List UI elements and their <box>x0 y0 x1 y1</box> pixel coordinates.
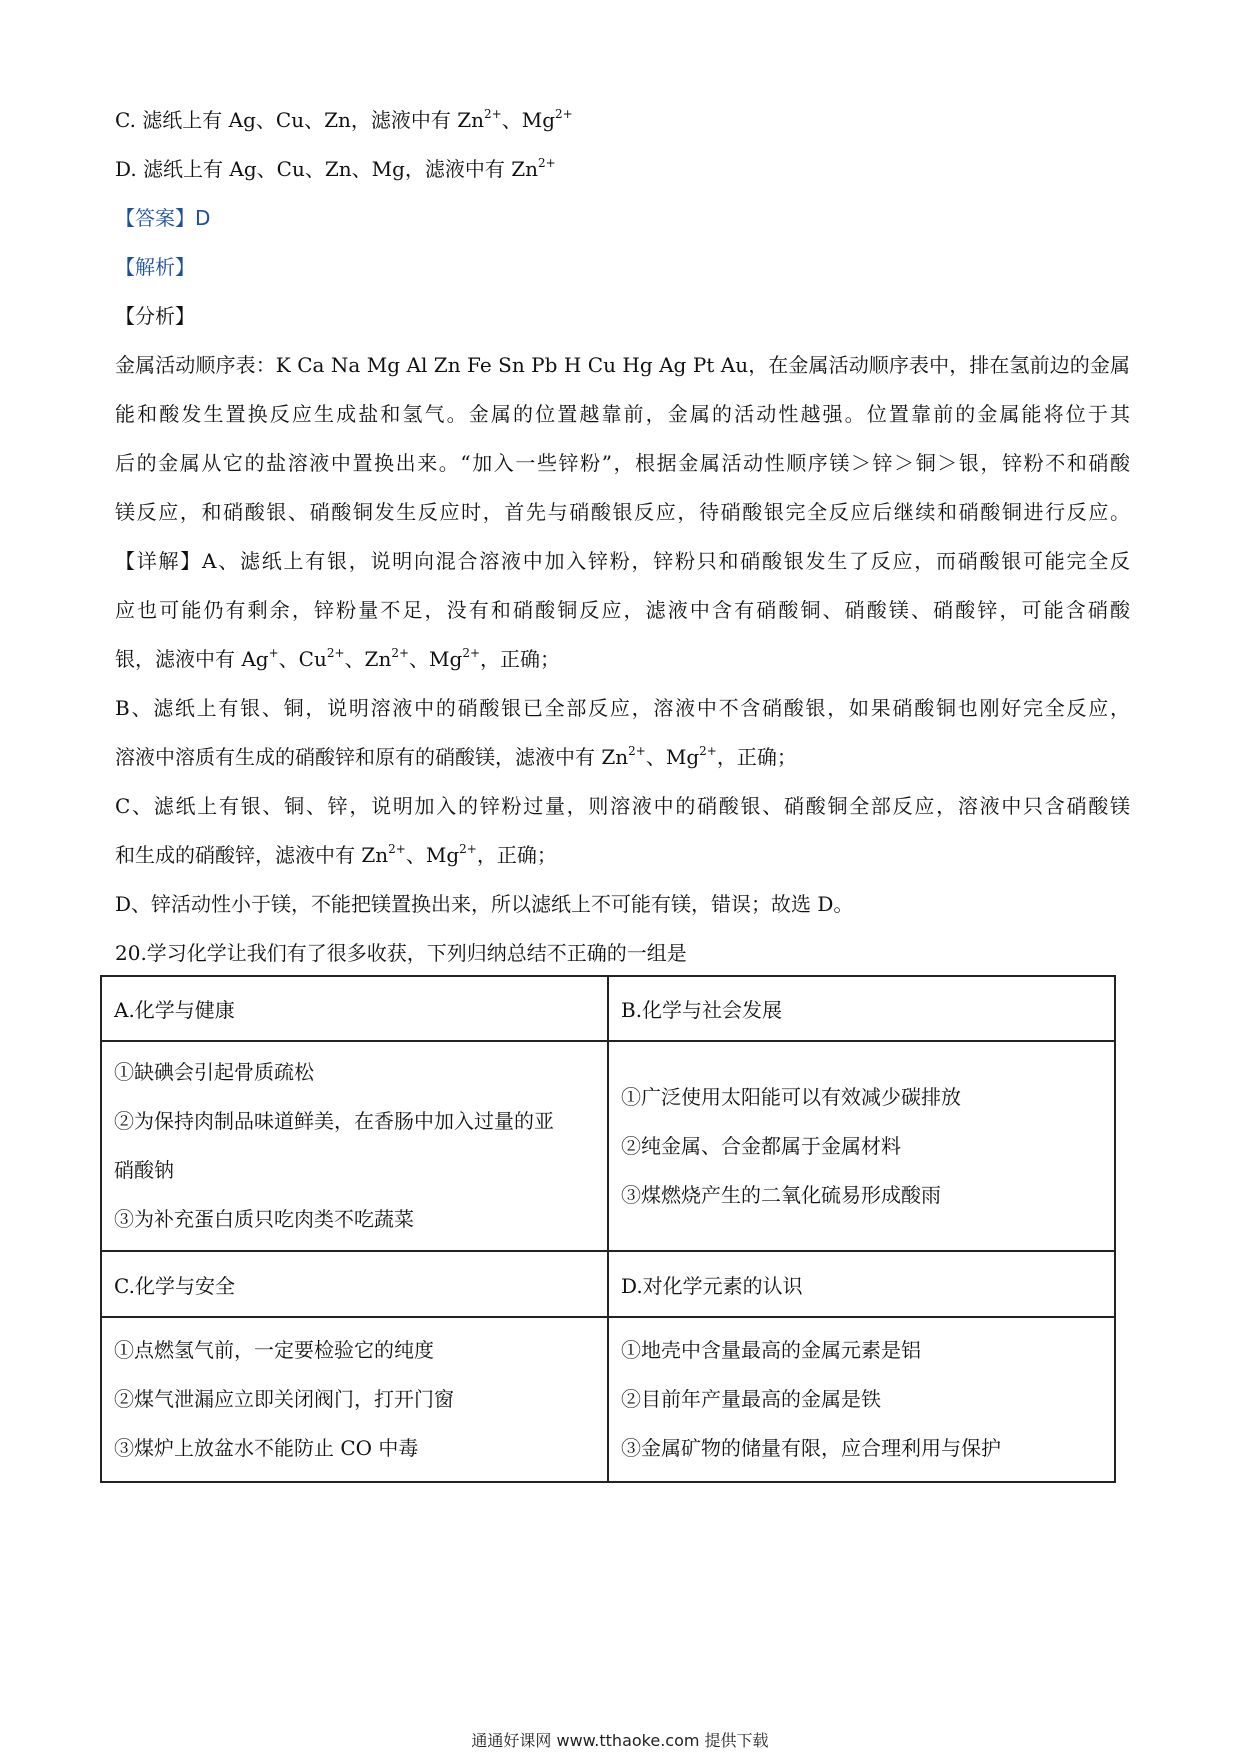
fenxi-line-1: 金属活动顺序表：K Ca Na Mg Al Zn Fe Sn Pb H Cu Hg Ag Pt Au，在金属活动顺序表中，排在氢前边的金属 <box>115 353 1130 377</box>
option-d: D. 滤纸上有 Ag、Cu、Zn、Mg，滤液中有 $Zn^{2+}$ <box>115 156 556 181</box>
detail-line-4: B、滤纸上有银、铜，说明溶液中的硝酸银已全部反应，溶液中不含硝酸银，如果硝酸铜也刚好完全反应， <box>115 696 1130 720</box>
cell-d-title: D.对化学元素的认识 <box>608 1251 1115 1316</box>
cell-b-item: ③煤燃烧产生的二氧化硫易形成酸雨 <box>621 1182 941 1207</box>
cell-d-item: ①地壳中含量最高的金属元素是铝 <box>621 1337 921 1362</box>
detail-line-7: 和生成的硝酸锌，滤液中有 $Zn^{2+}$、$Mg^{2+}$，正确； <box>115 842 557 867</box>
cell-c-title: C.化学与安全 <box>101 1251 608 1316</box>
answer-label: 【答案】 <box>115 206 195 230</box>
cell-c-body <box>101 1317 608 1482</box>
cell-d-body <box>608 1317 1115 1482</box>
detail-line-1: 【详解】A、滤纸上有银，说明向混合溶液中加入锌粉，锌粉只和硝酸银发生了反应，而硝酸银可能完全反 <box>115 549 1130 573</box>
fenxi-label: 【分析】 <box>115 304 195 328</box>
fenxi-line-4: 镁反应，和硝酸银、硝酸铜发生反应时，首先与硝酸银反应，待硝酸银完全反应后继续和硝酸铜进行反应。 <box>115 500 1130 524</box>
question-20-stem: 20.学习化学让我们有了很多收获，下列归纳总结不正确的一组是 <box>115 941 687 965</box>
cell-a-title: A.化学与健康 <box>101 976 608 1041</box>
option-c: C. 滤纸上有 Ag、Cu、Zn，滤液中有 $Zn^{2+}$、$Mg^{2+}$ <box>115 107 573 132</box>
cell-c-item: ②煤气泄漏应立即关闭阀门，打开门窗 <box>114 1386 454 1411</box>
cell-d-item: ③金属矿物的储量有限，应合理利用与保护 <box>621 1435 1001 1460</box>
detail-line-5: 溶液中溶质有生成的硝酸锌和原有的硝酸镁，滤液中有 $Zn^{2+}$、$Mg^{2+}$，正确； <box>115 744 797 769</box>
cell-a-item: ③为补充蛋白质只吃肉类不吃蔬菜 <box>114 1207 414 1232</box>
cell-c-item: ③煤炉上放盆水不能防止 CO 中毒 <box>114 1435 419 1460</box>
cell-b-body <box>608 1041 1115 1251</box>
analysis-label: 【解析】 <box>115 255 195 279</box>
fenxi-line-3: 后的金属从它的盐溶液中置换出来。“加入一些锌粉”，根据金属活动性顺序镁＞锌＞铜＞银，锌粉不和硝酸 <box>115 451 1130 475</box>
question-20-table <box>100 975 1116 1483</box>
cell-a-body <box>101 1041 608 1251</box>
cell-c-item: ①点燃氢气前，一定要检验它的纯度 <box>114 1337 434 1362</box>
cell-d-item: ②目前年产量最高的金属是铁 <box>621 1386 881 1411</box>
detail-line-6: C、滤纸上有银、铜、锌，说明加入的锌粉过量，则溶液中的硝酸银、硝酸铜全部反应，溶液中只含硝酸镁 <box>115 794 1130 818</box>
cell-b-item: ②纯金属、合金都属于金属材料 <box>621 1133 901 1158</box>
detail-line-3: 银，滤液中有 Ag+、$Cu^{2+}$、$Zn^{2+}$、$Mg^{2+}$，正确； <box>115 646 561 671</box>
fenxi-line-2: 能和酸发生置换反应生成盐和氢气。金属的位置越靠前，金属的活动性越强。位置靠前的金属能将位于其 <box>115 402 1130 426</box>
answer-line <box>115 206 1130 230</box>
cell-a-item: ②为保持肉制品味道鲜美，在香肠中加入过量的亚 <box>114 1109 554 1134</box>
detail-line-8: D、锌活动性小于镁，不能把镁置换出来，所以滤纸上不可能有镁，错误；故选 D。 <box>115 892 854 916</box>
answer-value: D <box>195 206 211 230</box>
cell-a-item: 硝酸钠 <box>114 1158 174 1183</box>
cell-b-title: B.化学与社会发展 <box>608 976 1115 1041</box>
cell-a-item: ①缺碘会引起骨质疏松 <box>114 1060 314 1085</box>
page-footer: 通通好课网 www.tthaoke.com 提供下载 <box>471 1731 769 1750</box>
detail-line-2: 应也可能仍有剩余，锌粉量不足，没有和硝酸铜反应，滤液中含有硝酸铜、硝酸镁、硝酸锌，可能含硝酸 <box>115 598 1130 622</box>
cell-b-item: ①广泛使用太阳能可以有效减少碳排放 <box>621 1084 961 1109</box>
